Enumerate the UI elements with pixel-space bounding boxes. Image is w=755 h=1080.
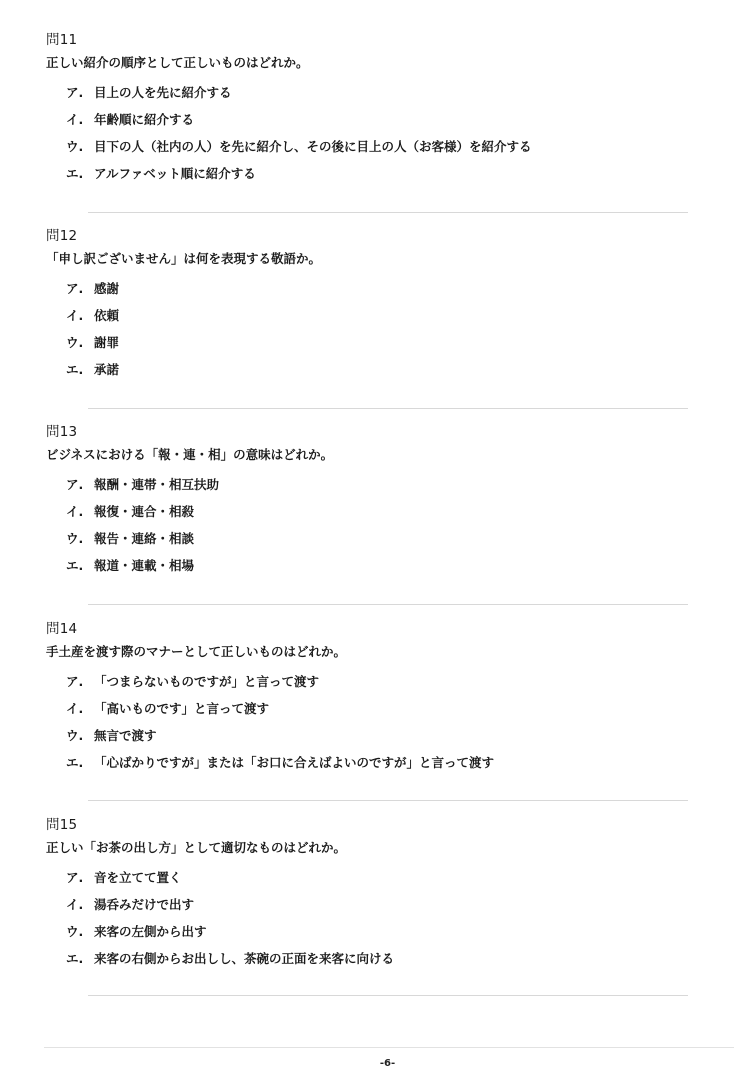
option-e (66, 754, 706, 772)
option-key: イ. (66, 112, 84, 127)
option-key: エ. (66, 558, 84, 573)
question-number: 問11 (46, 32, 78, 48)
option-text: 音を立てて置く (94, 870, 182, 885)
option-key: ア. (66, 870, 84, 885)
option-text: 報復・連合・相殺 (94, 504, 195, 519)
question-text: ビジネスにおける「報・連・相」の意味はどれか。 (46, 447, 334, 462)
option-list (46, 869, 706, 968)
question-text: 「申し訳ございません」は何を表現する敬語か。 (46, 251, 322, 266)
option-key: ア. (66, 281, 84, 296)
option-key: ウ. (66, 924, 84, 939)
question-text: 手土産を渡す際のマナーとして正しいものはどれか。 (46, 644, 347, 659)
option-a (66, 869, 706, 887)
option-e (66, 165, 706, 183)
option-key: エ. (66, 951, 84, 966)
option-e (66, 950, 706, 968)
footer-divider (44, 1047, 734, 1048)
option-key: イ. (66, 504, 84, 519)
option-text: 「つまらないものですが」と言って渡す (94, 674, 320, 689)
option-u (66, 138, 706, 156)
option-i (66, 307, 706, 325)
option-text: アルファベット順に紹介する (94, 166, 256, 181)
option-text: 来客の右側からお出しし、茶碗の正面を来客に向ける (94, 951, 395, 966)
option-key: イ. (66, 897, 84, 912)
option-text: 承諾 (94, 362, 120, 377)
option-i (66, 503, 706, 521)
option-key: ウ. (66, 728, 84, 743)
option-text: 目上の人を先に紹介する (94, 85, 232, 100)
option-text: 年齢順に紹介する (94, 112, 195, 127)
option-key: ア. (66, 477, 84, 492)
question-14 (46, 620, 706, 781)
page-number: -6- (379, 1058, 396, 1069)
option-key: イ. (66, 701, 84, 716)
option-key: ア. (66, 674, 84, 689)
option-a (66, 84, 706, 102)
option-text: 謝罪 (94, 335, 120, 350)
divider (88, 604, 688, 605)
divider (88, 212, 688, 213)
question-number: 問13 (46, 424, 78, 440)
option-key: ウ. (66, 335, 84, 350)
option-i (66, 700, 706, 718)
option-u (66, 530, 706, 548)
option-text: 来客の左側から出す (94, 924, 207, 939)
option-text: 報告・連絡・相談 (94, 531, 195, 546)
option-key: エ. (66, 755, 84, 770)
question-11 (46, 31, 706, 192)
question-13 (46, 423, 706, 584)
option-a (66, 476, 706, 494)
option-i (66, 111, 706, 129)
option-text: 無言で渡す (94, 728, 157, 743)
question-number: 問12 (46, 228, 78, 244)
divider (88, 408, 688, 409)
divider (88, 800, 688, 801)
option-list (46, 84, 706, 183)
option-u (66, 334, 706, 352)
option-text: 依頼 (94, 308, 120, 323)
option-list (46, 476, 706, 575)
option-key: ア. (66, 85, 84, 100)
option-e (66, 361, 706, 379)
question-number: 問14 (46, 621, 78, 637)
option-list (46, 673, 706, 772)
option-key: エ. (66, 362, 84, 377)
question-text: 正しい「お茶の出し方」として適切なものはどれか。 (46, 840, 347, 855)
option-a (66, 280, 706, 298)
divider (88, 995, 688, 996)
question-15 (46, 816, 706, 977)
option-text: 報酬・連帯・相互扶助 (94, 477, 220, 492)
option-list (46, 280, 706, 379)
option-e (66, 557, 706, 575)
option-text: 報道・連載・相場 (94, 558, 195, 573)
question-number: 問15 (46, 817, 78, 833)
question-text: 正しい紹介の順序として正しいものはどれか。 (46, 55, 309, 70)
option-u (66, 727, 706, 745)
option-key: エ. (66, 166, 84, 181)
option-i (66, 896, 706, 914)
option-text: 湯呑みだけで出す (94, 897, 195, 912)
option-u (66, 923, 706, 941)
question-12 (46, 227, 706, 388)
option-key: イ. (66, 308, 84, 323)
option-a (66, 673, 706, 691)
option-text: 感謝 (94, 281, 120, 296)
option-key: ウ. (66, 139, 84, 154)
option-text: 「高いものです」と言って渡す (94, 701, 270, 716)
option-key: ウ. (66, 531, 84, 546)
option-text: 目下の人（社内の人）を先に紹介し、その後に目上の人（お客様）を紹介する (94, 139, 532, 154)
option-text: 「心ばかりですが」または「お口に合えばよいのですが」と言って渡す (94, 755, 495, 770)
